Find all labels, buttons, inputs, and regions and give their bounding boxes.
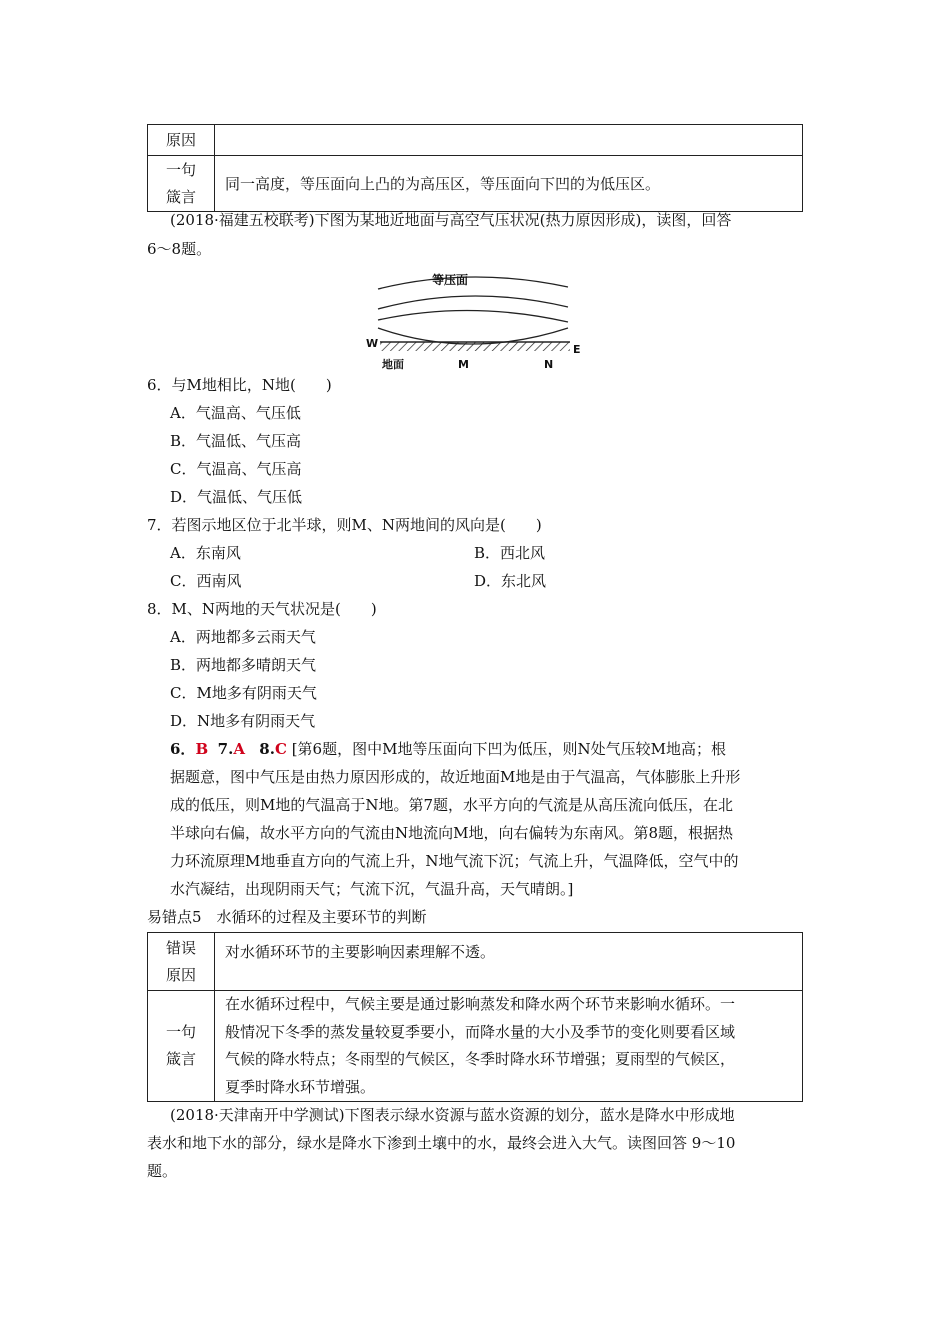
answer-line: 成的低压，则M地的气温高于N地。第7题，水平方向的气流是从高压流向低压，在北 [170, 796, 734, 814]
intro2-line3: 题。 [147, 1162, 178, 1180]
table-misconception-1 [147, 124, 803, 212]
table1-row1-text [215, 125, 803, 156]
q7-option-a: A．东南风 [170, 544, 241, 562]
table2-row2-line: 夏季时降水环节增强。 [225, 1077, 376, 1096]
intro1-line2: 6～8题。 [147, 240, 212, 258]
ground-hatch [380, 342, 570, 351]
table1-row1-label: 原因 [148, 125, 215, 156]
answer-num-7: 7. [217, 740, 234, 758]
answer-8: C [274, 740, 287, 758]
answer-num-8: 8. [259, 740, 275, 758]
q6-option-c: C．气温高、气压高 [170, 460, 302, 478]
table2-row2-line: 般情况下冬季的蒸发量较夏季要小，而降水量的大小及季节的变化则要看区域 [225, 1022, 736, 1041]
n-label: N [544, 358, 554, 371]
table2-row1-label-line1: 错误 [165, 938, 196, 957]
q6-option-d: D．气温低、气压低 [170, 488, 303, 506]
q6-option-a: A．气温高、气压低 [170, 404, 301, 422]
table2-row2-label-line2: 箴言 [165, 1050, 196, 1068]
q8-stem: 8．M、N两地的天气状况是( ) [147, 600, 377, 618]
intro2-line2: 表水和地下水的部分，绿水是降水下渗到土壤中的水，最终会进入大气。读图回答 9～10 [147, 1134, 736, 1152]
q8-option-b: B．两地都多晴朗天气 [170, 656, 317, 674]
q8-option-c: C．M地多有阴雨天气 [170, 684, 317, 702]
answer-line: 力环流原理M地垂直方向的气流上升，N地气流下沉；气流上升，气温降低，空气中的 [170, 852, 739, 870]
isobar-2 [378, 296, 568, 309]
answer-line: 半球向右偏，故水平方向的气流由N地流向M地，向右偏转为东南风。第8题，根据热 [170, 824, 734, 842]
isobar-1 [378, 277, 568, 289]
q8-option-a: A．两地都多云雨天气 [170, 628, 316, 646]
q7-stem: 7．若图示地区位于北半球，则M、N两地间的风向是( ) [147, 516, 542, 534]
q7-option-c: C．西南风 [170, 572, 242, 590]
m-label: M [458, 358, 469, 371]
q6-stem: 6．与M地相比，N地( ) [147, 376, 332, 394]
q6-option-b: B．气温低、气压高 [170, 432, 302, 450]
section5-title: 易错点5 水循环的过程及主要环节的判断 [147, 908, 427, 926]
answer-7: A [233, 740, 245, 758]
table1-row2-label [148, 156, 215, 212]
table2-row2-label-line1: 一句 [165, 1023, 196, 1041]
table1-row2-text: 同一高度，等压面向上凸的为高压区，等压面向下凹的为低压区。 [215, 156, 803, 212]
intro2-line1: (2018·天津南开中学测试)下图表示绿水资源与蓝水资源的划分，蓝水是降水中形成地 [170, 1106, 735, 1124]
table2-row2-line: 在水循环过程中，气候主要是通过影响蒸发和降水两个环节来影响水循环。一 [225, 995, 736, 1013]
table2-row1-label-line2: 原因 [165, 965, 196, 984]
answer-6: B [195, 740, 209, 758]
table-misconception-5 [147, 932, 803, 1102]
table2-row2-label [148, 991, 215, 1102]
east-label: E [573, 343, 581, 356]
isobar-3 [378, 310, 568, 322]
west-label: W [366, 337, 379, 350]
table2-row1-label [148, 933, 215, 991]
answer-line: 据题意，图中气压是由热力原因形成的，故近地面M地是由于气温高，气体膨胀上升形 [170, 768, 741, 786]
intro1-line1: (2018·福建五校联考)下图为某地近地面与高空气压状况(热力原因形成)，读图，回答 [170, 211, 732, 229]
answer-num-6: 6． [170, 740, 196, 758]
table2-row1-text: 对水循环环节的主要影响因素理解不透。 [215, 933, 803, 991]
q8-option-d: D．N地多有阴雨天气 [170, 712, 316, 730]
q7-option-b: B．西北风 [474, 544, 546, 562]
answer-first-rest: [第6题，图中M地等压面向下凹为低压，则N处气压较M地高；根 [291, 740, 726, 758]
answer-line: 水汽凝结，出现阴雨天气；气流下沉，气温升高，天气晴朗。] [170, 880, 574, 898]
q7-option-d: D．东北风 [474, 572, 547, 590]
isobar-figure [360, 262, 600, 377]
table2-row2-line: 气候的降水特点；冬雨型的气候区，冬季时降水环节增强；夏雨型的气候区， [225, 1050, 736, 1068]
table2-row2-text [215, 991, 803, 1102]
ground-label: 地面 [382, 358, 404, 371]
table1-row2-label-line1: 一句 [165, 160, 196, 179]
table1-row2-label-line2: 箴言 [165, 187, 196, 206]
answer-first-line [170, 738, 726, 759]
isobar-label: 等压面 [432, 273, 469, 287]
